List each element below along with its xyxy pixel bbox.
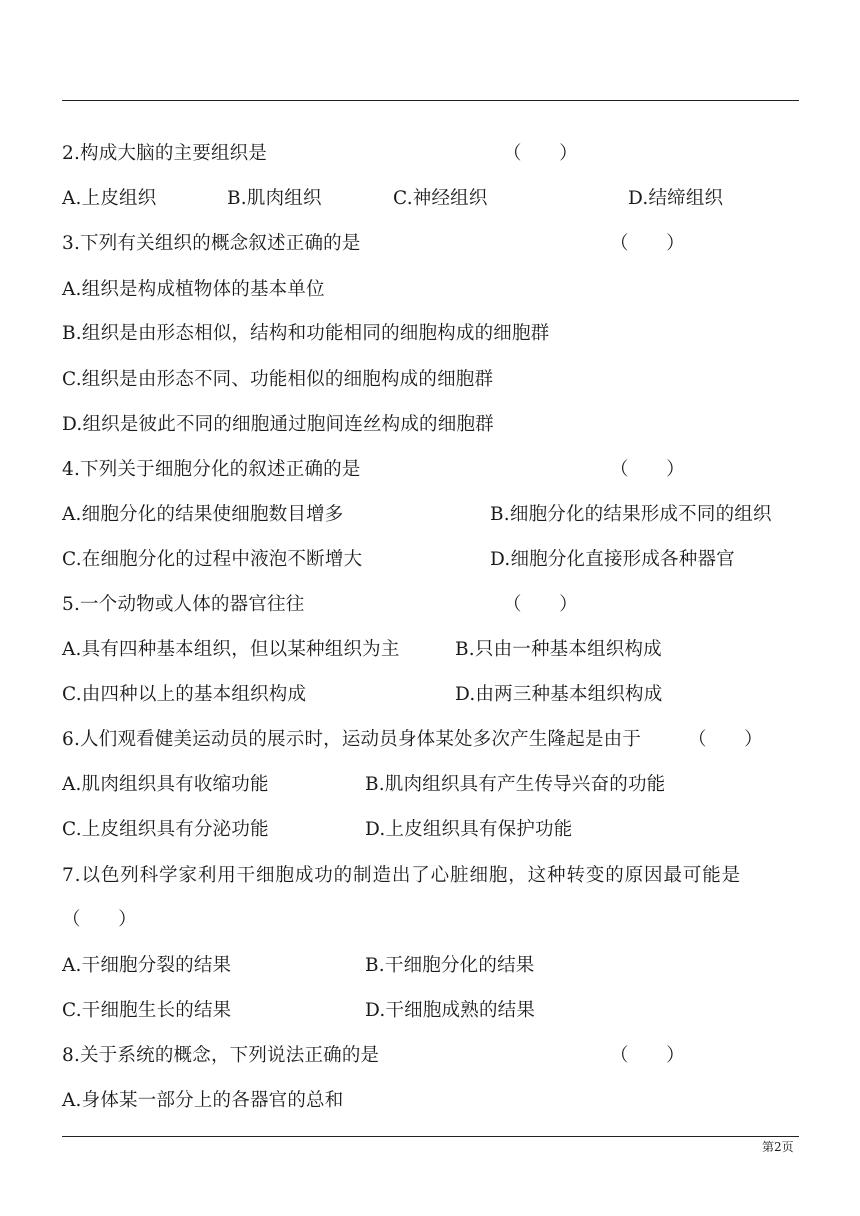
question-8-stem: 8.关于系统的概念，下列说法正确的是 — [62, 1045, 380, 1066]
question-2-option-b: B.肌肉组织 — [227, 188, 322, 209]
question-2-option-c: C.神经组织 — [393, 188, 488, 209]
question-7-option-a: A.干细胞分裂的结果 — [62, 955, 232, 976]
question-5-option-d: D.由两三种基本组织构成 — [455, 684, 663, 705]
question-5-stem: 5.一个动物或人体的器官往往 — [62, 594, 305, 615]
question-4-answer-paren: （ ） — [610, 459, 685, 480]
question-6-option-a: A.肌肉组织具有收缩功能 — [62, 774, 269, 795]
question-3-option-b: B.组织是由形态相似，结构和功能相同的细胞构成的细胞群 — [62, 323, 550, 344]
question-4-option-c: C.在细胞分化的过程中液泡不断增大 — [62, 549, 363, 570]
question-4-option-b: B.细胞分化的结果形成不同的组织 — [490, 504, 772, 525]
question-5-answer-paren: （ ） — [503, 594, 578, 615]
question-7-option-b: B.干细胞分化的结果 — [365, 955, 535, 976]
question-5-option-b: B.只由一种基本组织构成 — [455, 639, 662, 660]
question-4-option-d: D.细胞分化直接形成各种器官 — [490, 549, 735, 570]
question-2-stem: 2.构成大脑的主要组织是 — [62, 143, 268, 164]
question-3-answer-paren: （ ） — [610, 233, 685, 254]
question-6-option-d: D.上皮组织具有保护功能 — [365, 819, 573, 840]
question-7-option-d: D.干细胞成熟的结果 — [365, 1000, 536, 1021]
question-6-stem: 6.人们观看健美运动员的展示时，运动员身体某处多次产生隆起是由于 — [62, 729, 642, 750]
question-2-option-d: D.结缔组织 — [628, 188, 724, 209]
question-3-stem: 3.下列有关组织的概念叙述正确的是 — [62, 233, 361, 254]
question-5-option-a: A.具有四种基本组织，但以某种组织为主 — [62, 639, 400, 660]
question-4-stem: 4.下列关于细胞分化的叙述正确的是 — [62, 459, 361, 480]
question-6-option-b: B.肌肉组织具有产生传导兴奋的功能 — [365, 774, 666, 795]
question-3-option-d: D.组织是彼此不同的细胞通过胞间连丝构成的细胞群 — [62, 414, 494, 435]
question-2-option-a: A.上皮组织 — [62, 188, 157, 209]
page-number: 第2页 — [762, 1140, 794, 1154]
question-5-option-c: C.由四种以上的基本组织构成 — [62, 684, 307, 705]
question-6-option-c: C.上皮组织具有分泌功能 — [62, 819, 269, 840]
question-8-answer-paren: （ ） — [610, 1045, 685, 1066]
question-6-answer-paren: （ ） — [688, 729, 763, 750]
question-2-answer-paren: （ ） — [503, 143, 578, 164]
question-7-answer-paren: （ ） — [62, 909, 137, 930]
question-3-option-c: C.组织是由形态不同、功能相似的细胞构成的细胞群 — [62, 369, 494, 390]
header-rule — [62, 100, 799, 101]
question-8-option-a: A.身体某一部分上的各器官的总和 — [62, 1090, 344, 1111]
question-7-stem: 7.以色列科学家利用干细胞成功的制造出了心脏细胞，这种转变的原因最可能是 — [62, 865, 742, 886]
question-4-option-a: A.细胞分化的结果使细胞数目增多 — [62, 504, 344, 525]
question-3-option-a: A.组织是构成植物体的基本单位 — [62, 279, 325, 300]
question-7-option-c: C.干细胞生长的结果 — [62, 1000, 232, 1021]
footer-rule — [62, 1136, 799, 1137]
